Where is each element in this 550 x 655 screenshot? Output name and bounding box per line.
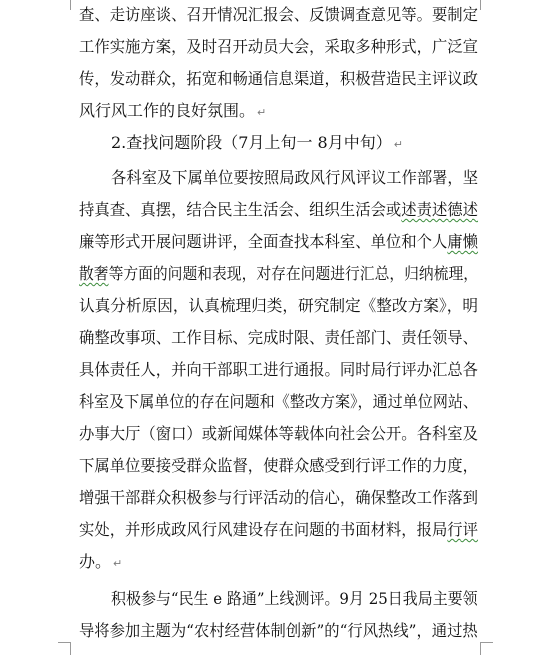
spellcheck-underline: 庸懒 — [447, 232, 479, 251]
text-line[interactable]: 工作实施方案，及时召开动员大会，采取多种形式，广泛宣 — [79, 37, 479, 56]
paragraph-mark: ↵ — [113, 557, 123, 570]
text-line[interactable]: 具体责任人，并向干部职工进行通报。同时局行评办汇总各 — [79, 360, 479, 379]
text-line[interactable]: 查、走访座谈、召开情况汇报会、反馈调查意见等。要制定 — [79, 5, 479, 24]
margin-corner-mark — [58, 0, 71, 10]
text-line[interactable]: 各科室及下属单位要按照局政风行风评议工作部署，坚 — [111, 168, 479, 187]
margin-corner-mark — [480, 0, 493, 10]
text-line[interactable]: 导将参加主题为“农村经营体制创新”的“行风热线”，通过热 — [79, 621, 478, 640]
text-line[interactable]: 办事大厅（窗口）或新闻媒体等载体向社会公开。各科室及 — [79, 424, 479, 443]
paragraph-mark: ↵ — [393, 138, 403, 151]
text-line[interactable]: 持真查、真摆，结合民主生活会、组织生活会或述责述德述 — [79, 200, 479, 219]
paragraph-mark: ↵ — [257, 106, 267, 119]
margin-corner-mark — [58, 642, 71, 655]
text-line[interactable]: 增强干部群众积极参与行评活动的信心，确保整改工作落到 — [79, 488, 479, 507]
text-line[interactable]: 散奢等方面的问题和表现，对存在问题进行汇总，归纳梳理， — [79, 264, 479, 283]
text-line[interactable]: 积极参与“民生 e 路通”上线测评。9月 25日我局主要领 — [111, 589, 478, 608]
margin-corner-mark — [480, 642, 493, 655]
text-line[interactable]: 风行风工作的良好氛围。 ↵ — [79, 101, 267, 120]
text-line[interactable]: 传，发动群众，拓宽和畅通信息渠道，积极营造民主评议政 — [79, 69, 479, 88]
text-line[interactable]: 实处，并形成政风行风建设存在问题的书面材料，报局行评 — [79, 520, 479, 539]
text-line[interactable]: 下属单位要接受群众监督，使群众感受到行评工作的力度， — [79, 456, 479, 475]
spellcheck-underline: 行评 — [447, 520, 479, 539]
text-line[interactable]: 科室及下属单位的存在问题和《整改方案》，通过单位网站、 — [79, 392, 478, 411]
spellcheck-underline: 散奢 — [79, 264, 109, 283]
text-line[interactable]: 廉等形式开展问题讲评，全面查找本科室、单位和个人庸懒 — [79, 232, 479, 251]
section-heading[interactable]: 2.查找问题阶段（7月上旬一 8月中旬） ↵ — [111, 133, 403, 152]
text-line[interactable]: 认真分析原因，认真梳理归类，研究制定《整改方案》，明 — [79, 296, 478, 315]
text-line[interactable]: 确整改事项、工作目标、完成时限、责任部门、责任领导、 — [79, 328, 479, 347]
text-line[interactable]: 办。 ↵ — [79, 552, 123, 571]
spellcheck-underline: 述责述德述 — [401, 200, 479, 219]
